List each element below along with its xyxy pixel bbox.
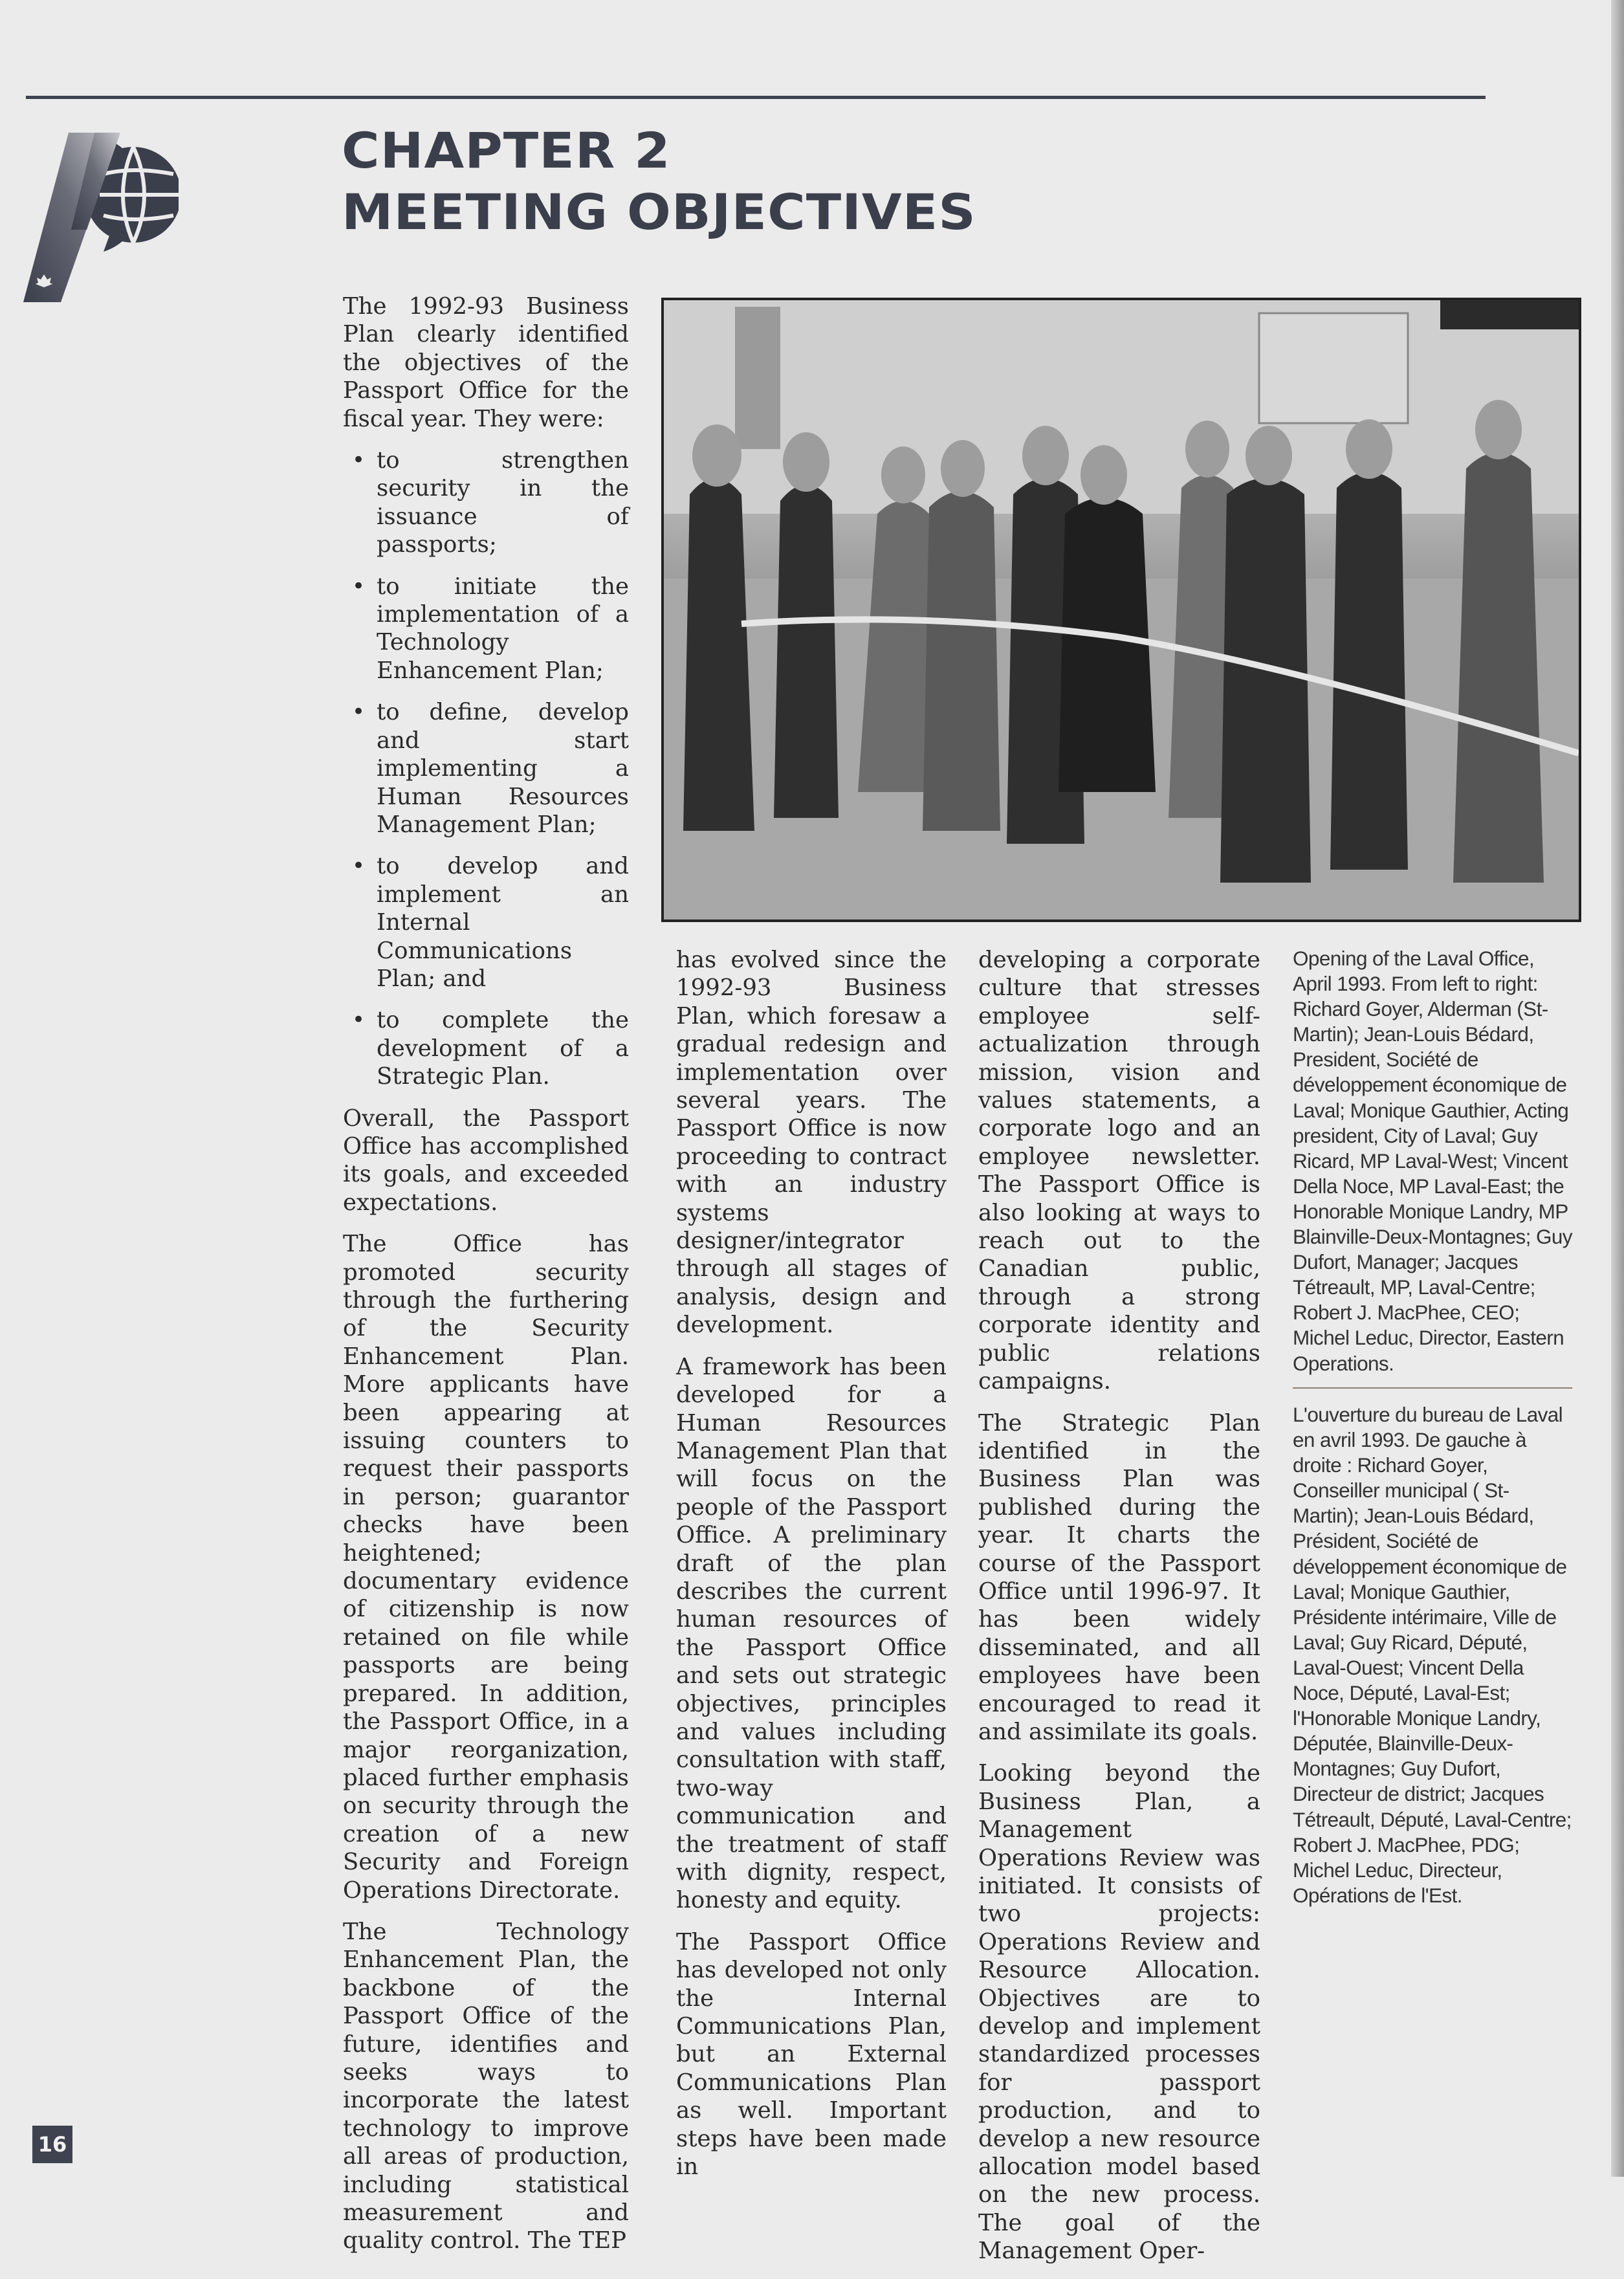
- body-column-2: [676, 946, 947, 2194]
- body-paragraph: The Technology Enhancement Plan, the backbone of the Passport Office of the future, identifies and seeks ways to incorporate the latest technology to improve all areas of production, including statistical measurement and quality control. The TEP: [343, 1918, 629, 2254]
- body-paragraph: The Office has promoted security through the furthering of the Security Enhancement Plan. More applicants have been appearing at issuing counters to request their passports in person; guarantor checks have been heightened; documentary evidence of citizenship is now retained on file while passports are being prepared. In addition, the Passport Office, in a major reorganization, placed further emphasis on security through the creation of a new Security and Foreign Operations Directorate.: [343, 1231, 629, 1904]
- list-item: • to complete the development of a Strategic Plan.: [343, 1006, 629, 1090]
- ribbon-cutting-photograph-icon: [664, 300, 1579, 919]
- chapter-heading: MEETING OBJECTIVES: [342, 183, 976, 241]
- body-paragraph: Overall, the Passport Office has accomplished its goals, and exceeded expectations.: [343, 1105, 629, 1216]
- body-column-3: [978, 946, 1260, 2279]
- page-binding-shadow: [1611, 0, 1624, 2177]
- body-paragraph: Looking beyond the Business Plan, a Management Operations Review was initiated. It consists of two projects: Operations Review and Resource Allocation. Objectives are to develop and implement standardized processes for passport production, and to develop a new resource allocation model based on the new process. The goal of the Management Oper-: [978, 1760, 1260, 2265]
- body-paragraph: A framework has been developed for a Human Resources Management Plan that will focus on the people of the Passport Office. A preliminary draft of the plan describes the current human resources of the Passport Office and sets out strategic objectives, principles and values including consultation with staff, two-way communication and the treatment of staff with dignity, respect, honesty and equity.: [676, 1353, 947, 1914]
- photo-caption-french: L'ouverture du bureau de Laval en avril 1993. De gauche à droite : Richard Goyer, Conseiller municipal ( St-Martin); Jean-Louis Bédard, Président, Société de développement économique de Laval; Monique Gauthier, Présidente intérimaire, Ville de Laval; Guy Ricard, Député, Laval-Ouest; Vincent Della Noce, Député, Laval-Est; l'Honorable Monique Landry, Députée, Blainville-Deux-Montagnes; Guy Dufort, Directeur de district; Jacques Tétreault, Député, Laval-Centre; Robert J. MacPhee, PDG; Michel Leduc, Directeur, Opérations de l'Est.: [1293, 1403, 1572, 1907]
- list-item: • to define, develop and start implementing a Human Resources Management Plan;: [343, 698, 629, 839]
- intro-paragraph: The 1992-93 Business Plan clearly identified the objectives of the Passport Office for the fiscal year. They were:: [343, 293, 629, 432]
- list-item: • to develop and implement an Internal Communications Plan; and: [343, 852, 629, 993]
- body-paragraph: has evolved since the 1992-93 Business Plan, which foresaw a gradual redesign and implementation over several years. The Passport Office is now proceeding to contract with an industry systems designer/integrator through all stages of analysis, design and development.: [676, 947, 947, 1339]
- ribbon-cutting-photo: [661, 298, 1581, 922]
- body-column-1: [343, 292, 629, 2269]
- body-paragraph: The Strategic Plan identified in the Business Plan was published during the year. It charts the course of the Passport Office until 1996-97. It has been widely disseminated, and all employees have been encouraged to read it and assimilate its goals.: [978, 1409, 1260, 1745]
- body-paragraph: The Passport Office has developed not only the Internal Communications Plan, but an External Communications Plan as well. Important steps have been made in: [676, 1928, 947, 2181]
- list-item: • to initiate the implementation of a Technology Enhancement Plan;: [343, 573, 629, 685]
- passport-office-logo-icon: [23, 133, 179, 302]
- page-number: 16: [32, 2126, 72, 2163]
- objectives-list: [343, 446, 629, 1091]
- list-item: • to strengthen security in the issuance of passports;: [343, 446, 629, 559]
- caption-divider: [1293, 1387, 1572, 1389]
- photo-caption-english: Opening of the Laval Office, April 1993. From left to right: Richard Goyer, Alderman (St-Martin); Jean-Louis Bédard, President, Société de développement économique de Laval; Monique Gauthier, Acting president, City of Laval; Guy Ricard, MP Laval-West; Vincent Della Noce, MP Laval-East; the Honorable Monique Landry, MP Blainville-Deux-Montagnes; Guy Dufort, Manager; Jacques Tétreault, MP, Laval-Centre; Robert J. MacPhee, CEO; Michel Leduc, Director, Eastern Operations.: [1293, 947, 1572, 1375]
- body-paragraph: developing a corporate culture that stresses employee self-actualization through mission, vision and values statements, a corporate logo and an employee newsletter. The Passport Office is also looking at ways to reach out to the Canadian public, through a strong corporate identity and public relations campaigns.: [978, 947, 1260, 1395]
- top-rule: [26, 96, 1486, 99]
- chapter-number: CHAPTER 2: [342, 122, 671, 179]
- chapter-title: [342, 120, 1247, 243]
